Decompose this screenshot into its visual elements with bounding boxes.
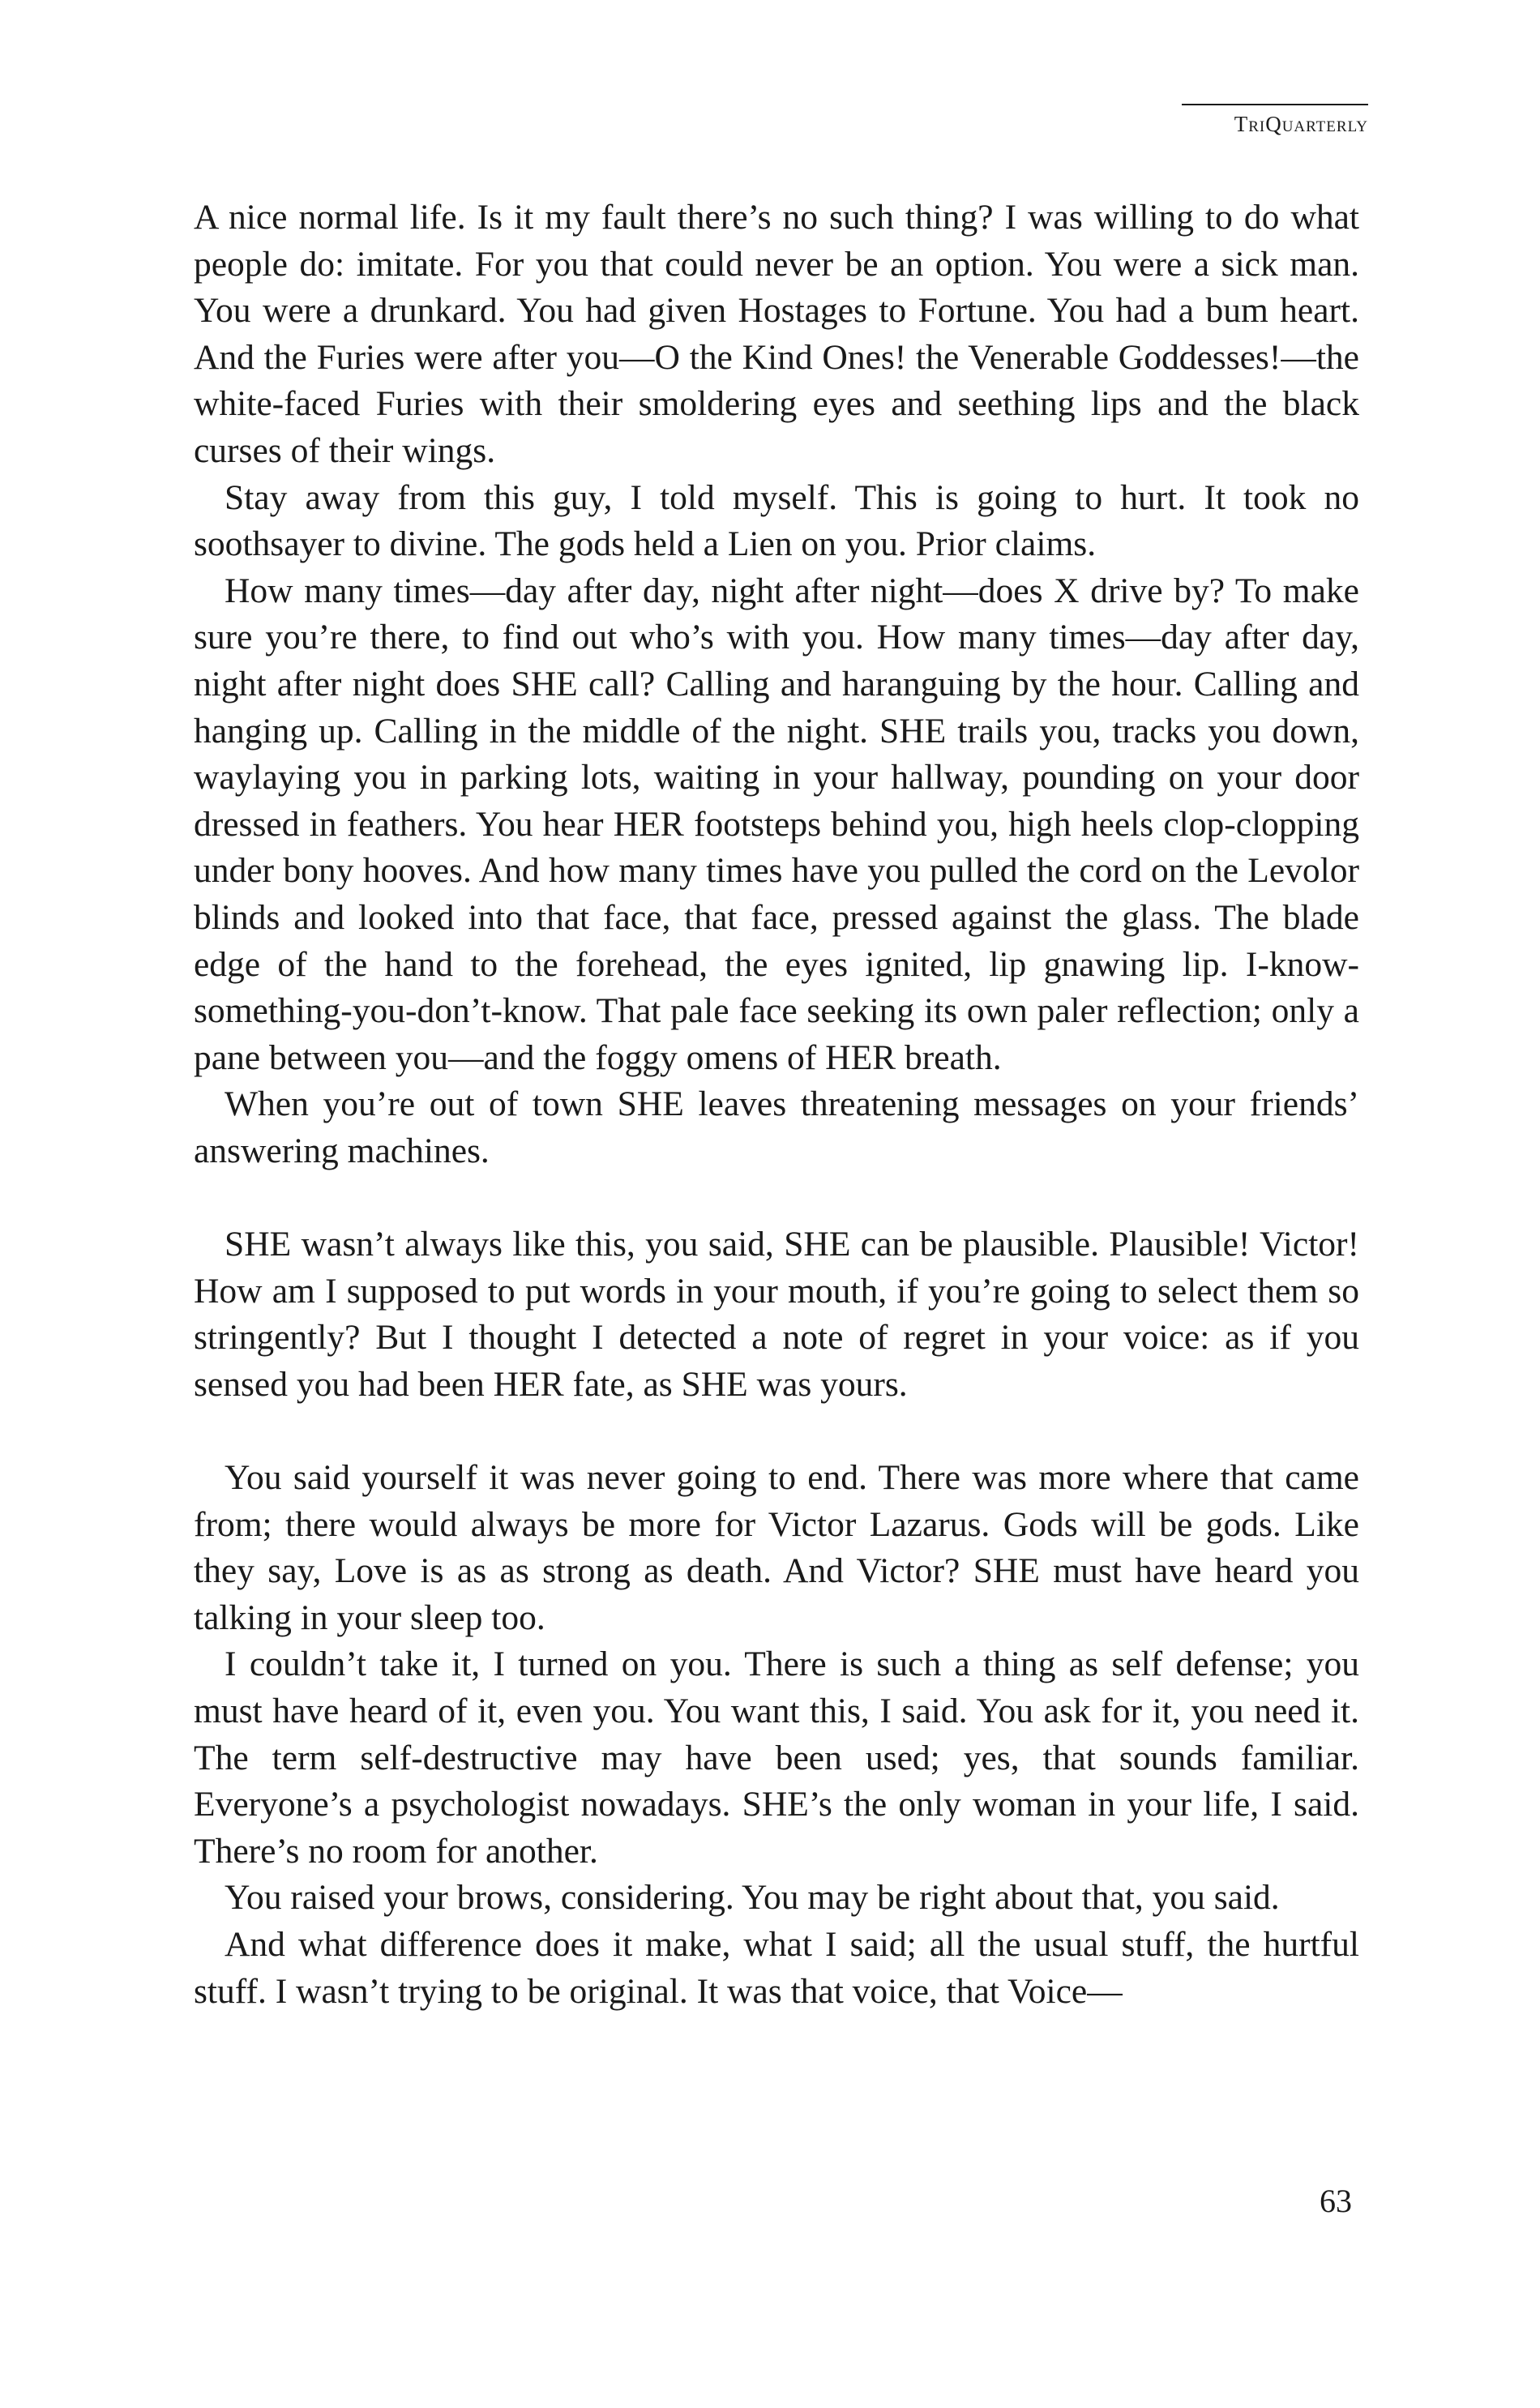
paragraph: Stay away from this guy, I told myself. This is going to hurt. It took no soothsayer to divine. The gods held a Lien on you. Prior claims. bbox=[194, 477, 1359, 564]
paragraph: A nice normal life. Is it my fault there’s no such thing? I was willing to do what people do: imitate. For you that could never be an option. You were a sick man. You were a drunkard. You had given Hostages to Fortune. You had a bum heart. And the Furies were after you—O the Kind Ones! the Venerable Goddesses!—the white-faced Furies with their smoldering eyes and seething lips and the black curses of their wings. bbox=[194, 198, 1359, 470]
paragraph: You raised your brows, considering. You may be right about that, you said. bbox=[225, 1878, 1280, 1918]
paragraph: And what difference does it make, what I said; all the usual stuff, the hurtful stuff. I wasn’t trying to be original. It was that voice, that Voice— bbox=[194, 1924, 1359, 2011]
paragraph: I couldn’t take it, I turned on you. There is such a thing as self defense; you must have heard of it, even you. You want this, I said. You ask for it, you need it. The term self-destructive may have been used; yes, that sounds familiar. Everyone’s a psychologist nowadays. SHE’s the only woman in your life, I said. There’s no room for another. bbox=[194, 1645, 1359, 1871]
section-3 bbox=[194, 1455, 1359, 2015]
section-2 bbox=[194, 1221, 1359, 1408]
paragraph: How many times—day after day, night after night—does X drive by? To make sure you’re there, to find out who’s with you. How many times—day after day, night after night does SHE call? Calling and haranguing by the hour. Calling and hanging up. Calling in the middle of the night. SHE trails you, tracks you down, waylaying you in parking lots, waiting in your hallway, pounding on your door dressed in feathers. You hear HER footsteps behind you, high heels clop-clopping under bony hooves. And how many times have you pulled the cord on the Levolor blinds and looked into that face, that face, pressed against the glass. The blade edge of the hand to the forehead, the eyes ignited, lip gnawing lip. I-know-something-you-don’t-know. That pale face seeking its own paler reflection; only a pane between you—and the foggy omens of HER breath. bbox=[194, 571, 1359, 1077]
paragraph: You said yourself it was never going to end. There was more where that came from; there would always be more for Victor Lazarus. Gods will be gods. Like they say, Love is as as strong as death. And Victor? SHE must have heard you talking in your sleep too. bbox=[194, 1458, 1359, 1637]
page-number: 63 bbox=[1320, 2183, 1352, 2219]
journal-title: TriQuarterly bbox=[1234, 112, 1368, 136]
section-1 bbox=[194, 195, 1359, 1174]
header-rule bbox=[1182, 104, 1368, 105]
running-head bbox=[1182, 104, 1368, 137]
body-text bbox=[194, 195, 1359, 2015]
paragraph: When you’re out of town SHE leaves threatening messages on your friends’ answering machines. bbox=[194, 1084, 1359, 1170]
paragraph: SHE wasn’t always like this, you said, SHE can be plausible. Plausible! Victor! How am I supposed to put words in your mouth, if you’re going to select them so stringently? But I thought I detected a note of regret in your voice: as if you sensed you had been HER fate, as SHE was yours. bbox=[194, 1225, 1359, 1404]
